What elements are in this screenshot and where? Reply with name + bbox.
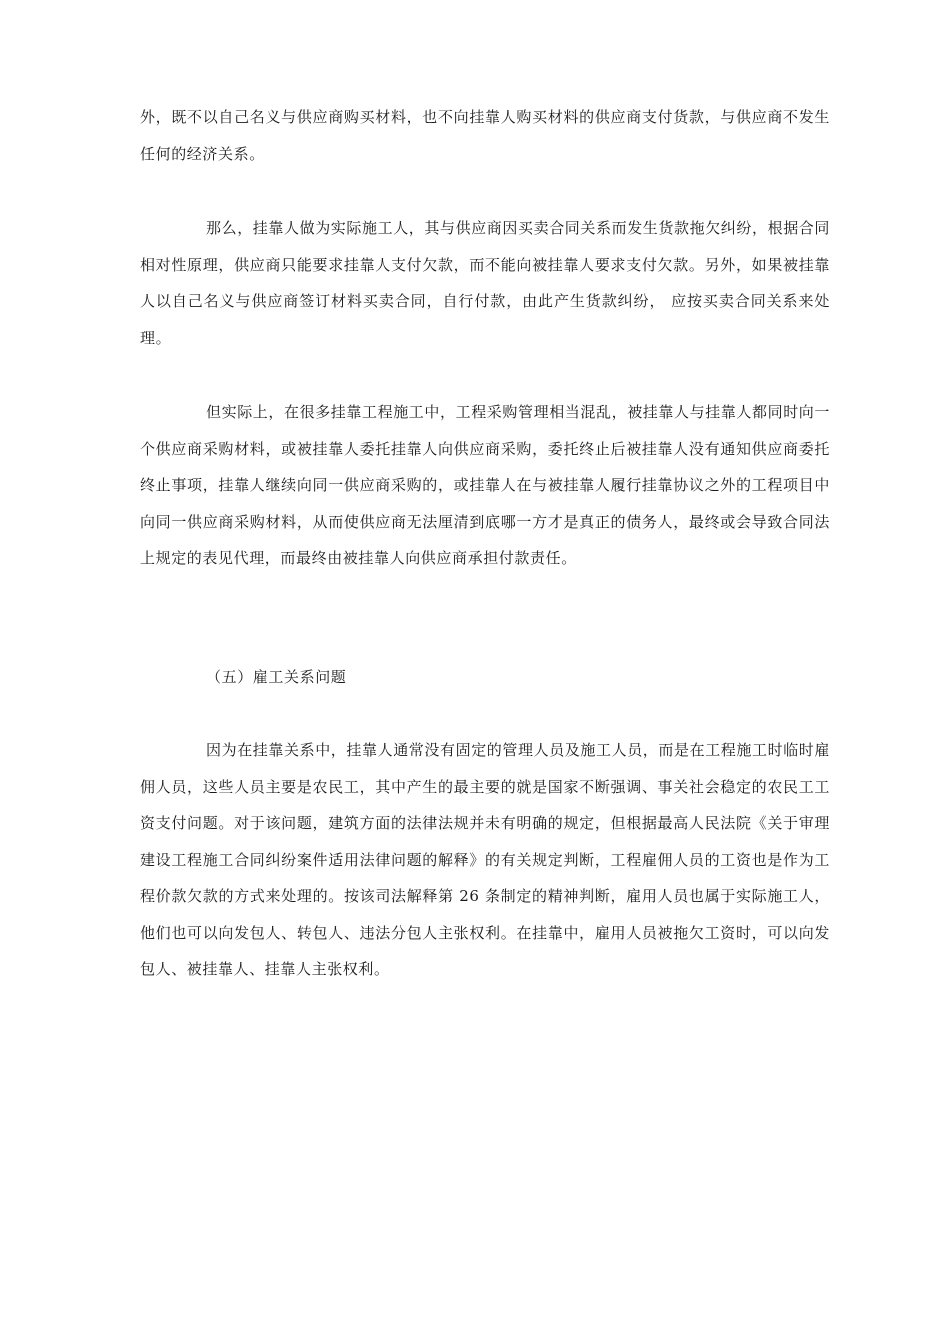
paragraph-supplier-dispute: 那么，挂靠人做为实际施工人，其与供应商因买卖合同关系而发生货款拖欠纠纷，根据合同相对性原理，供应商只能要求挂靠人支付欠款，而不能向被挂靠人要求支付欠款。另外，如果被挂靠人以自己名义与供应商签订材料买卖合同，自行付款，由此产生货款纠纷， 应按买卖合同关系来处理。 [140, 219, 831, 347]
section-heading: （五）雇工关系问题 [206, 668, 347, 686]
paragraph-employment-relationship: 因为在挂靠关系中，挂靠人通常没有固定的管理人员及施工人员，而是在工程施工时临时雇佣人员，这些人员主要是农民工，其中产生的最主要的就是国家不断强调、事关社会稳定的农民工工资支付问题。对于该问题，建筑方面的法律法规并未有明确的规定，但根据最高人民法院《关于审理建设工程施工合同纠纷案件适用法律问题的解释》的有关规定判断，工程雇佣人员的工资也是作为工程价款欠款的方式来处理的。按该司法解释第 26 条制定的精神判断，雇用人员也属于实际施工人，他们也可以向发包人、转包人、违法分包人主张权利。在挂靠中，雇用人员被拖欠工资时，可以向发包人、被挂靠人、挂靠人主张权利。 [140, 741, 831, 978]
paragraph-continuation: 外，既不以自己名义与供应商购买材料，也不向挂靠人购买材料的供应商支付货款，与供应商不发生任何的经济关系。 [140, 108, 830, 163]
paragraph-procurement-confusion: 但实际上，在很多挂靠工程施工中，工程采购管理相当混乱，被挂靠人与挂靠人都同时向一个供应商采购材料，或被挂靠人委托挂靠人向供应商采购，委托终止后被挂靠人没有通知供应商委托终止事项，挂靠人继续向同一供应商采购的，或挂靠人在与被挂靠人履行挂靠协议之外的工程项目中向同一供应商采购材料，从而使供应商无法厘清到底哪一方才是真正的债务人，最终或会导致合同法上规定的表见代理，而最终由被挂靠人向供应商承担付款责任。 [140, 403, 831, 567]
